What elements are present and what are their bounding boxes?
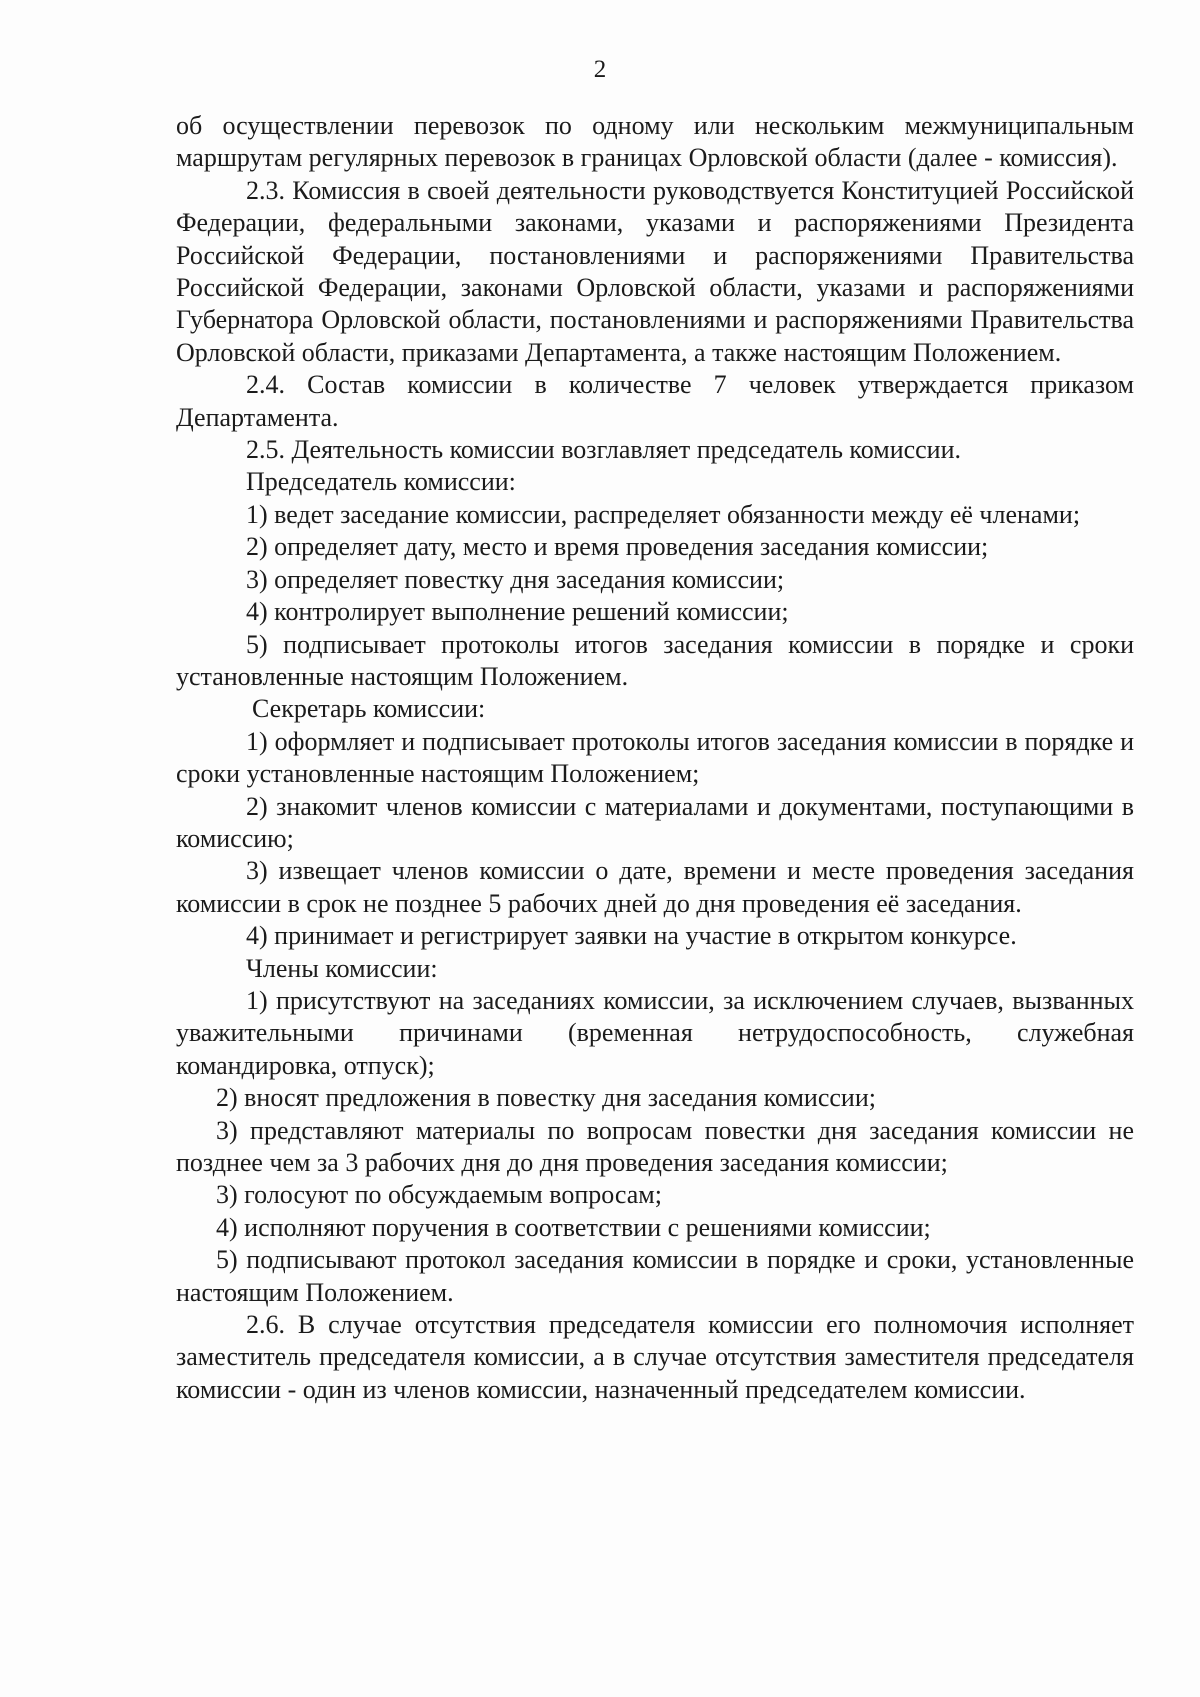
paragraph-commission-definition: об осуществлении перевозок по одному или нескольким межмуниципальным маршрутам регулярных перевозок в границах Орловской области (далее - комиссия). — [176, 111, 1134, 173]
list-item: 4) исполняют поручения в соответствии с решениями комиссии; — [216, 1212, 931, 1242]
list-item: 1) присутствуют на заседаниях комиссии, за исключением случаев, вызванных уважительными причинами (временная нетрудоспособность, служебная командировка, отпуск); — [176, 985, 1134, 1080]
list-item: 4) принимает и регистрирует заявки на участие в открытом конкурсе. — [246, 921, 1017, 951]
list-item: 3) голосуют по обсуждаемым вопросам; — [216, 1180, 662, 1210]
list-item: 4) контролирует выполнение решений комиссии; — [246, 597, 789, 627]
page-number: 2 — [593, 56, 607, 83]
list-item: 1) оформляет и подписывает протоколы итогов заседания комиссии в порядке и сроки установленные настоящим Положением; — [176, 726, 1134, 789]
list-item: 2) знакомит членов комиссии с материалами и документами, поступающими в комиссию; — [176, 791, 1134, 853]
paragraph-2-6: 2.6. В случае отсутствия председателя комиссии его полномочия исполняет заместитель председателя комиссии, а в случае отсутствия заместителя председателя комиссии - один из членов комиссии, назначенный председателем комиссии. — [176, 1310, 1134, 1404]
paragraph-2-5: 2.5. Деятельность комиссии возглавляет председатель комиссии. — [246, 435, 962, 465]
paragraph-2-4: 2.4. Состав комиссии в количестве 7 человек утверждается приказом Департамента. — [176, 370, 1134, 432]
document-body — [176, 110, 1134, 1406]
paragraph-2-3: 2.3. Комиссия в своей деятельности руководствуется Конституцией Российской Федерации, федеральными законами, указами и распоряжениями Президента Российской Федерации, постановлениями и распоряжениями Правительства Российской Федерации, законами Орловской области, указами и распоряжениями Губернатора Орловской области, постановлениями и распоряжениями Правительства Орловской области, приказами Департамента, а также настоящим Положением. — [176, 175, 1134, 367]
list-item: 2) вносят предложения в повестку дня заседания комиссии; — [216, 1083, 876, 1113]
list-item: 3) представляют материалы по вопросам повестки дня заседания комиссии не позднее чем за 3 рабочих дня до дня проведения заседания комиссии; — [176, 1115, 1134, 1177]
heading-secretary: Секретарь комиссии: — [252, 694, 486, 724]
list-item: 5) подписывают протокол заседания комиссии в порядке и сроки, установленные настоящим Положением. — [176, 1245, 1134, 1307]
list-item: 3) определяет повестку дня заседания комиссии; — [246, 564, 785, 594]
heading-members: Члены комиссии: — [246, 953, 438, 983]
list-item: 1) ведет заседание комиссии, распределяет обязанности между её членами; — [246, 499, 1081, 529]
list-item: 2) определяет дату, место и время проведения заседания комиссии; — [246, 532, 989, 562]
heading-chairman: Председатель комиссии: — [246, 467, 516, 497]
list-item: 5) подписывает протоколы итогов заседания комиссии в порядке и сроки установленные настоящим Положением. — [176, 629, 1134, 691]
list-item: 3) извещает членов комиссии о дате, времени и месте проведения заседания комиссии в срок не позднее 5 рабочих дней до дня проведения её заседания. — [176, 856, 1134, 918]
